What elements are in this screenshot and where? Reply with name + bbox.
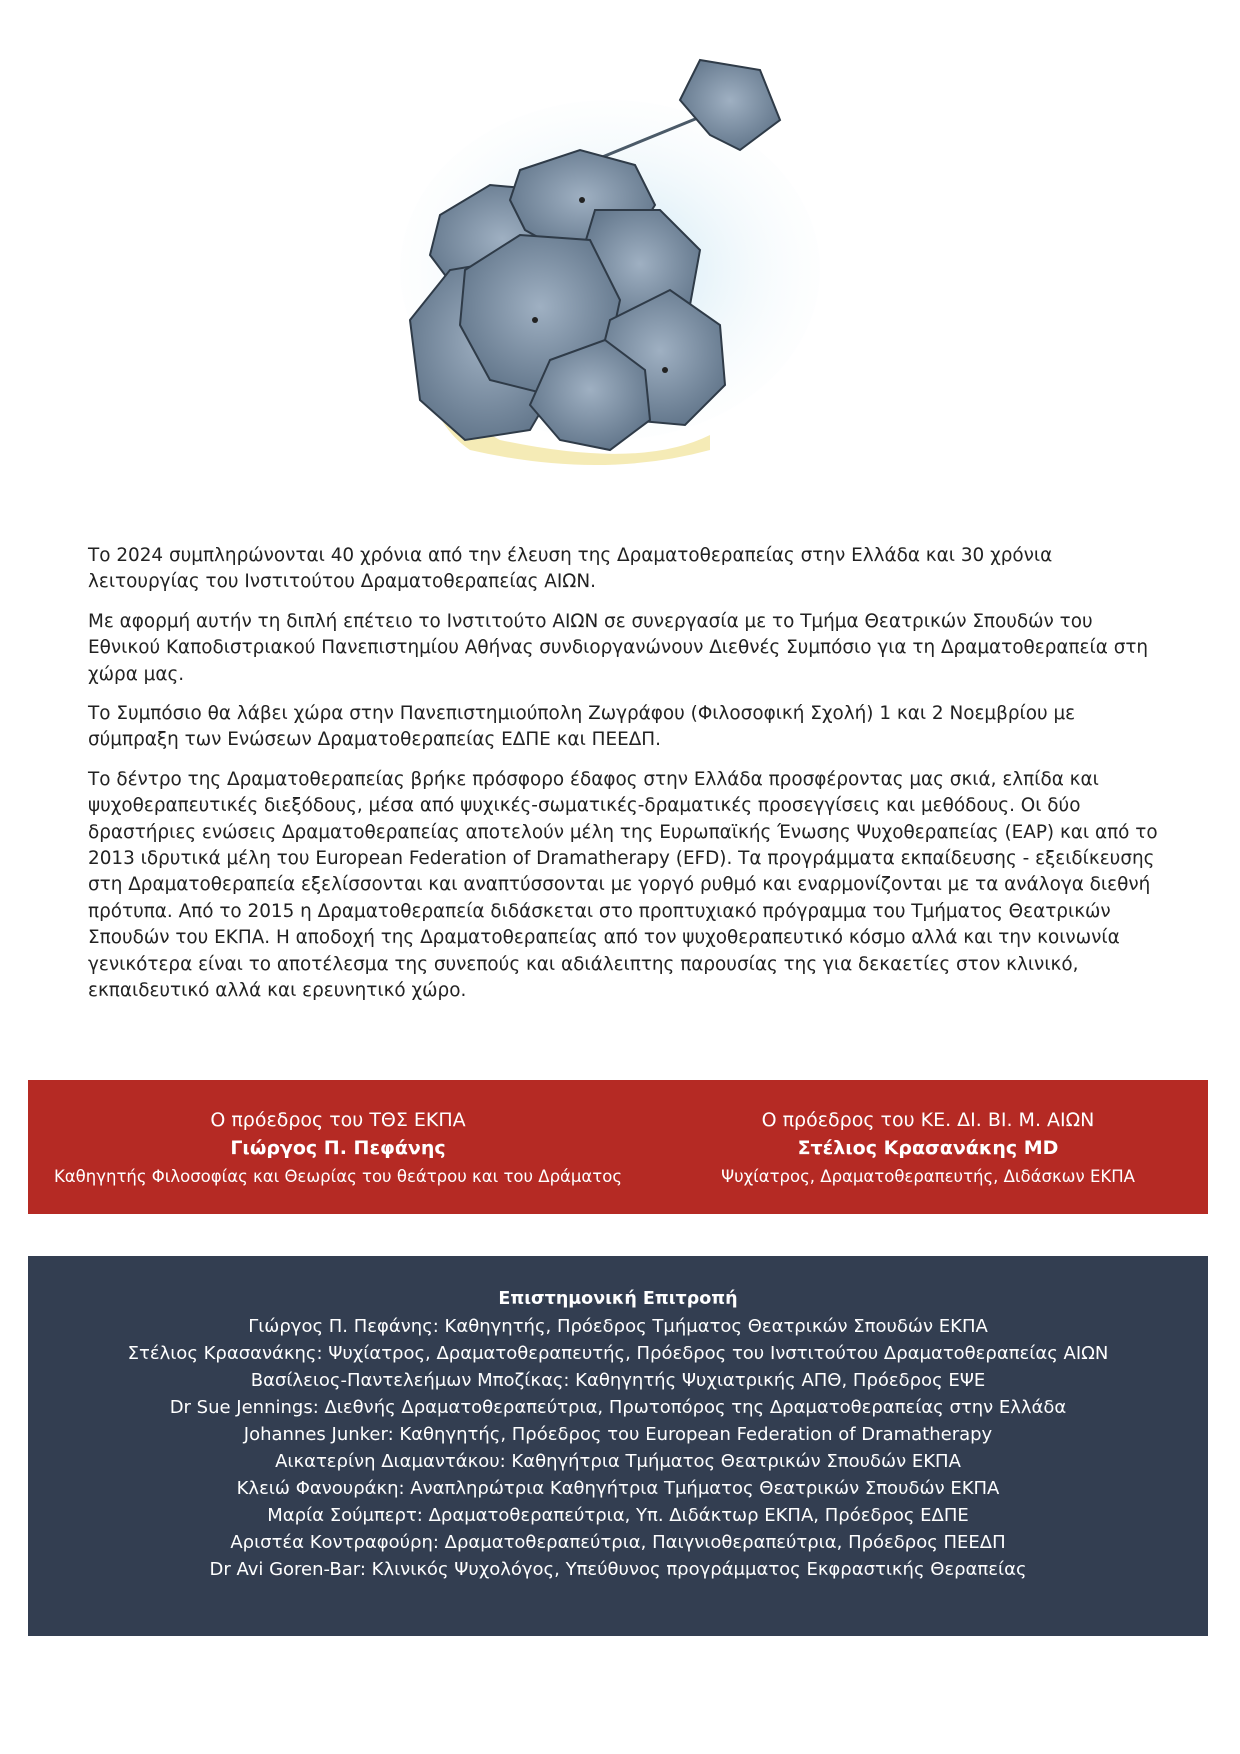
umbrellas-icon: [380, 40, 880, 485]
committee-member: Dr Avi Goren-Bar: Κλινικός Ψυχολόγος, Υπεύθυνος προγράμματος Εκφραστικής Θεραπείας: [209, 1559, 1027, 1580]
committee-member: Johannes Junker: Καθηγητής, Πρόεδρος του European Federation of Dramatherapy: [243, 1424, 993, 1445]
intro-text: [88, 543, 1158, 1018]
signature-name: Στέλιος Κρασανάκης MD: [797, 1137, 1059, 1159]
committee-member: Αριστέα Κοντραφούρη: Δραματοθεραπεύτρια, Παιγνιοθεραπεύτρια, Πρόεδρος ΠΕΕΔΠ: [230, 1532, 1006, 1553]
intro-paragraph-3: Το Συμπόσιο θα λάβει χώρα στην Πανεπιστημιούπολη Ζωγράφου (Φιλοσοφική Σχολή) 1 και 2 Νοεμβρίου με σύμπραξη των Ενώσεων Δραματοθεραπείας ΕΔΠΕ και ΠΕΕΔΠ.: [88, 703, 1076, 751]
signature-title: Ψυχίατρος, Δραματοθεραπευτής, Διδάσκων ΕΚΠΑ: [721, 1167, 1135, 1186]
committee-member: Αικατερίνη Διαμαντάκου: Καθηγήτρια Τμήματος Θεατρικών Σπουδών ΕΚΠΑ: [275, 1451, 961, 1472]
committee-member: Γιώργος Π. Πεφάνης: Καθηγητής, Πρόεδρος Τμήματος Θεατρικών Σπουδών ΕΚΠΑ: [248, 1316, 988, 1337]
intro-paragraph-4: Το δέντρο της Δραματοθεραπείας βρήκε πρόσφορο έδαφος στην Ελλάδα προσφέροντας μας σκιά, ελπίδα και ψυχοθεραπευτικές διεξόδους, μέσα από ψυχικές-σωματικές-δραματικές προσεγγίσεις και μεθόδους. Οι δύο δραστήριες ενώσεις Δραματοθεραπείας αποτελούν μέλη της Ευρωπαϊκής Ένωσης Ψυχοθεραπείας (EAP) και από το 2013 ιδρυτικά μέλη του European Federation of Dramatherapy (EFD). Τα προγράμματα εκπαίδευσης - εξειδίκευσης στη Δραματοθεραπεία εξελίσσονται και αναπτύσσονται με γοργό ρυθμό και εναρμονίζονται με τα ανάλογα διεθνή πρότυπα. Από το 2015 η Δραματοθεραπεία διδάσκεται στο προπτυχιακό πρόγραμμα του Τμήματος Θεατρικών Σπουδών του ΕΚΠΑ. Η αποδοχή της Δραματοθεραπείας από τον ψυχοθεραπευτικό κόσμο αλλά και την κοινωνία γενικότερα είναι το αποτέλεσμα της συνεπούς και αδιάλειπτης παρουσίας της για δεκαετίες στον κλινικό, εκπαιδευτικό αλλά και ερευνητικό χώρο.: [88, 768, 1158, 1002]
signature-role: Ο πρόεδρος του ΚΕ. ΔΙ. ΒΙ. Μ. ΑΙΩΝ: [761, 1109, 1095, 1131]
committee-title: Επιστημονική Επιτροπή: [498, 1289, 738, 1309]
committee-member: Dr Sue Jennings: Διεθνής Δραματοθεραπεύτρια, Πρωτοπόρος της Δραματοθεραπείας στην Ελλάδα: [169, 1397, 1067, 1418]
intro-paragraph-1: Το 2024 συμπληρώνονται 40 χρόνια από την έλευση της Δραματοθεραπείας στην Ελλάδα και 30 χρόνια λειτουργίας του Ινστιτούτου Δραματοθεραπείας ΑΙΩΝ.: [88, 545, 1053, 593]
signatures-band: [28, 1080, 1208, 1214]
committee-band: [28, 1256, 1208, 1636]
committee-member: Βασίλειος-Παντελεήμων Μποζίκας: Καθηγητής Ψυχιατρικής ΑΠΘ, Πρόεδρος ΕΨΕ: [250, 1370, 986, 1391]
signature-left: [28, 1106, 648, 1192]
umbrellas-illustration: [380, 40, 880, 485]
committee-member: Κλειώ Φανουράκη: Αναπληρώτρια Καθηγήτρια Τμήματος Θεατρικών Σπουδών ΕΚΠΑ: [236, 1478, 1000, 1499]
signature-right: [648, 1106, 1208, 1192]
intro-paragraph-2: Με αφορμή αυτήν τη διπλή επέτειο το Ινστιτούτο ΑΙΩΝ σε συνεργασία με το Τμήμα Θεατρικών Σπουδών του Εθνικού Καποδιστριακού Πανεπιστημίου Αθήνας συνδιοργανώνουν Διεθνές Συμπόσιο για τη Δραματοθεραπεία στη χώρα μας.: [88, 610, 1149, 685]
committee-member: Μαρία Σούμπερτ: Δραματοθεραπεύτρια, Υπ. Διδάκτωρ ΕΚΠΑ, Πρόεδρος ΕΔΠΕ: [267, 1505, 969, 1526]
committee-member: Στέλιος Κρασανάκης: Ψυχίατρος, Δραματοθεραπευτής, Πρόεδρος του Ινστιτούτου Δραματοθεραπείας ΑΙΩΝ: [127, 1343, 1109, 1364]
committee-list: [28, 1313, 1208, 1583]
signature-role: Ο πρόεδρος του ΤΘΣ ΕΚΠΑ: [210, 1109, 466, 1131]
signature-title: Καθηγητής Φιλοσοφίας και Θεωρίας του θεάτρου και του Δράματος: [53, 1167, 623, 1186]
signature-name: Γιώργος Π. Πεφάνης: [230, 1137, 446, 1159]
